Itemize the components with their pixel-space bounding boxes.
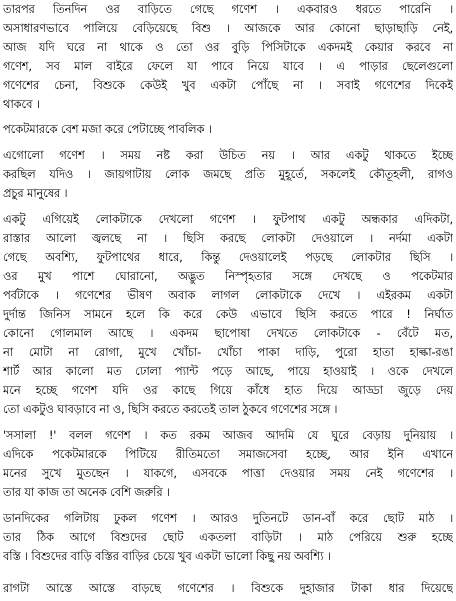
text-line: দুর্দান্ত জিনিস সামনে হলে কি করে কেউ এভাবে ছিসি করতে পারে ! নির্ঘাত [3, 307, 453, 321]
text-line: না মোটা না রোগা, মুখে খোঁচা- খোঁচা পাকা দাড়ি, পুরো হাতা হাল্কা-রঙা [3, 345, 453, 359]
text-line: তার ঠিক আগে বিশুদের ছোট একতলা বাড়িটা । মাঠ পেরিয়ে শুরু হচ্ছে [3, 530, 453, 544]
text-line: তারপর তিনদিন ওর বাড়িতে গেছে গণেশ । একবারও ধরতে পারেনি । [3, 2, 453, 16]
text-line: রাস্তার আলো জ্বলছে না । ছিসি করছে লোকটা দেওয়ালে । নর্দমা একটা [3, 231, 453, 245]
text-line: এগোলো গণেশ । সময় নষ্ট করা উচিত নয় । আর একটু থাকতে ইচ্ছে [3, 148, 453, 162]
text-line: শার্ট আর কালো মত ঢোলা প্যান্ট পড়ে আছে, পায়ে হাওয়াই । ওকে দেখলে [3, 364, 453, 378]
text-line: ওর মুখ পাশে ঘোরানো, অদ্ভুত নিস্পৃহতার সঙ্গে দেখছে ও পকেটমার [3, 269, 453, 283]
text-line: তার যা কাজ তা অনেক বেশি জরুরি । [3, 485, 170, 499]
text-line: ডানদিকের গলিটায় ঢুকল গণেশ । আরও দুতিনটে ডান-বাঁ করে ছোট মাঠ । [3, 511, 453, 525]
text-line: কোনো গোলমাল আছে । একদম ছাপোষা দেখতে লোকটাকে - বেঁটে মত, [3, 326, 453, 340]
text-line: গেছে অবশ্যি, ফুটপাথের ধারে, কিন্তু দেওয়ালেই পড়ছে লোকটার ছিসি । [3, 250, 453, 264]
text-line: গণেশের চেনা, বিশুকে কেউই খুব একটা পোঁছে না । সবাই গণেশের দিকেই [3, 78, 453, 92]
text-line: এদিকে পকেটমারকে পিটিয়ে রীতিমতো সমাজসেবা হচ্ছে, আর ইনি এখানে [3, 447, 453, 461]
text-line: মনের সুখে মুতছেন । যাকগে, এসবকে পাত্তা দেওয়ার সময় নেই গণেশের । [3, 466, 453, 480]
text-line: অসাধারণভাবে পালিয়ে বেড়িয়েছে বিশু । আজকে আর কোনো ছাড়াছাড়ি নেই, [3, 21, 453, 35]
text-line: রাগটা আস্তে আস্তে বাড়ছে গণেশের । বিশুকে দুহাজার টাকা ধার দিয়েছে [3, 581, 453, 595]
text-line: বস্তি । বিশুদের বাড়ি বস্তির বাড়ির চেয়ে খুব একটা ভালো কিছু নয় অবশ্যি । [3, 549, 331, 563]
text-line: তো একটুও ঘাবড়াবে না ও, ছিসি করতে করতেই তাল ঠুকবে গণেশের সঙ্গে । [3, 402, 338, 416]
text-line: প্রচুর মানুষের । [3, 186, 68, 200]
text-line: 'সসালা !' বলল গণেশ । কত রকম আজব আদমি যে ঘুরে বেড়ায় দুনিয়ায় । [3, 428, 453, 442]
text-line: মনে হচ্ছে গণেশ যদি ওর কাছে গিয়ে কাঁধে হাত দিয়ে আড্ডা জুড়ে দেয় [3, 383, 453, 397]
text-line: আজ যদি ঘরে না থাকে ও তো ওর বুড়ি পিসিটাকে একদমই কেয়ার করবে না [3, 40, 453, 54]
text-line: পকেটমারকে বেশ মজা করে পেটাচ্ছে পাবলিক । [3, 122, 212, 136]
text-line: একটু এগিয়েই লোকটাকে দেখলো গণেশ । ফুটপাথ একটু অন্ধকার এদিকটা, [3, 212, 453, 226]
text-line: থাকবে । [3, 97, 40, 111]
text-line: করছিল যদিও । জায়গাটায় লোক জমছে প্রতি মুহূর্তে, সকলেই কৌতূহলী, রাগও [3, 167, 453, 181]
text-line: পর্বটাকে । গণেশের ভীষণ অবাক লাগল লোকটাকে দেখে । এইরকম একটা [3, 288, 453, 302]
text-line: গণেশ, সব মাল বাইরে ফেলে যা পাবে নিয়ে যাবে । এ পাড়ার ছেলেগুলো [3, 59, 453, 73]
